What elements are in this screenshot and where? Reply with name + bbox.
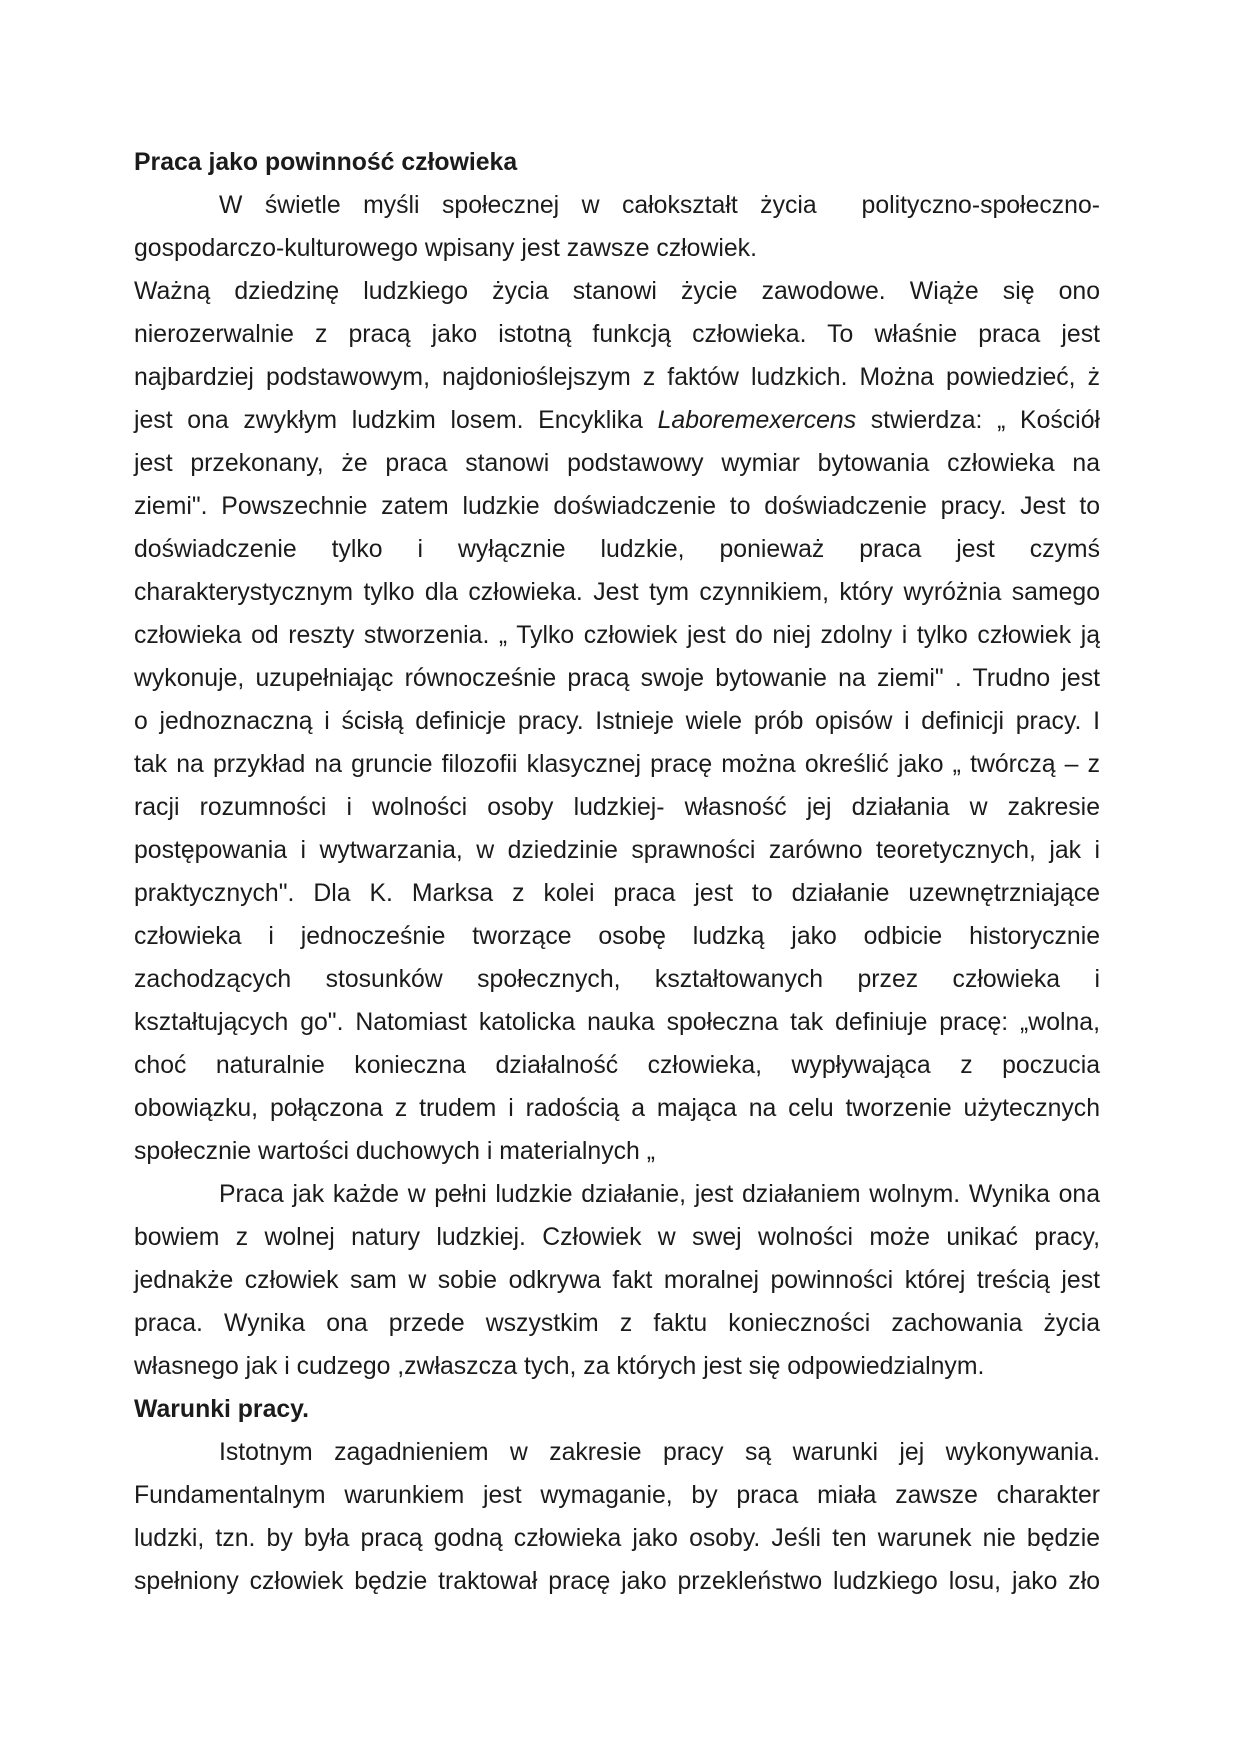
text-line [134,1474,1100,1517]
text-segment: społecznie wartości duchowych i materialnych „ [134,1138,655,1165]
text-line [134,1044,1100,1087]
text-segment: własnego jak i cudzego ,zwłaszcza tych, za których jest się odpowiedzialnym. [134,1353,985,1380]
section-heading [134,1388,1100,1431]
text-segment: doświadczenie tylko i wyłącznie ludzkie, ponieważ praca jest czymś [134,536,1100,563]
text-segment: człowieka i jednocześnie tworzące osobę ludzką jako odbicie historycznie [134,923,1100,950]
text-segment: Warunki pracy. [134,1396,310,1423]
text-segment: Praca jak każde w pełni ludzkie działanie, jest działaniem wolnym. Wynika ona [219,1181,1100,1208]
text-segment: najbardziej podstawowym, najdonioślejszym z faktów ludzkich. Można powiedzieć, ż [134,364,1100,391]
italic-text-segment: Laboremexercens [657,407,857,434]
text-segment: tak na przykład na gruncie filozofii klasycznej pracę można określić jako „ twórczą – z [134,751,1100,778]
text-segment: obowiązku, połączona z trudem i radością a mająca na celu tworzenie użytecznych [134,1095,1100,1122]
text-segment: racji rozumności i wolności osoby ludzkiej- własność jej działania w zakresie [134,794,1100,821]
text-segment: Ważną dziedzinę ludzkiego życia stanowi życie zawodowe. Wiąże się ono [134,278,1100,305]
text-line [134,270,1100,313]
text-line [134,227,1100,270]
text-segment: o jednoznaczną i ścisłą definicje pracy. Istnieje wiele prób opisów i definicji pracy. I [134,708,1100,735]
text-segment: Praca jako powinność człowieka [134,149,518,176]
text-line [134,1259,1100,1302]
text-segment: jest przekonany, że praca stanowi podstawowy wymiar bytowania człowieka na [134,450,1100,477]
text-line [134,1216,1100,1259]
text-line [134,1130,1100,1173]
text-segment: spełniony człowiek będzie traktował pracę jako przekleństwo ludzkiego losu, jako zło [134,1568,1100,1595]
text-segment: praca. Wynika ona przede wszystkim z faktu konieczności zachowania życia [134,1310,1100,1337]
text-line [134,743,1100,786]
text-line [134,958,1100,1001]
text-line [134,1001,1100,1044]
text-line [134,184,1100,227]
text-line [134,657,1100,700]
text-line [134,1431,1100,1474]
text-line [134,915,1100,958]
text-segment: stwierdza: „ Kościół [856,407,1100,434]
text-segment: W świetle myśli społecznej w całokształt życia polityczno-społeczno- [219,192,1100,219]
text-segment: postępowania i wytwarzania, w dziedzinie sprawności zarówno teoretycznych, jak i [134,837,1100,864]
document-body [134,141,1100,1603]
text-segment: jest ona zwykłym ludzkim losem. Encyklika [134,407,658,434]
text-line [134,1173,1100,1216]
text-segment: Istotnym zagadnieniem w zakresie pracy są warunki jej wykonywania. [219,1439,1100,1466]
text-segment: praktycznych". Dla K. Marksa z kolei praca jest to działanie uzewnętrzniające [134,880,1100,907]
text-segment: kształtujących go". Natomiast katolicka nauka społeczna tak definiuje pracę: „wolna, [134,1009,1100,1036]
text-line [134,786,1100,829]
text-line [134,872,1100,915]
text-line [134,442,1100,485]
text-segment: Fundamentalnym warunkiem jest wymaganie, by praca miała zawsze charakter [134,1482,1100,1509]
text-line [134,829,1100,872]
text-segment: bowiem z wolnej natury ludzkiej. Człowiek w swej wolności może unikać pracy, [134,1224,1100,1251]
text-line [134,571,1100,614]
text-line [134,1302,1100,1345]
text-segment: jednakże człowiek sam w sobie odkrywa fakt moralnej powinności której treścią jest [134,1267,1100,1294]
text-line [134,1087,1100,1130]
text-segment: ludzki, tzn. by była pracą godną człowieka jako osoby. Jeśli ten warunek nie będzie [134,1525,1100,1552]
text-segment: charakterystycznym tylko dla człowieka. Jest tym czynnikiem, który wyróżnia samego [134,579,1100,606]
text-segment: choć naturalnie konieczna działalność człowieka, wypływająca z poczucia [134,1052,1100,1079]
text-line [134,485,1100,528]
text-line [134,1560,1100,1603]
text-segment: nierozerwalnie z pracą jako istotną funkcją człowieka. To właśnie praca jest [134,321,1100,348]
text-line [134,614,1100,657]
text-line [134,700,1100,743]
text-line [134,1345,1100,1388]
text-line [134,356,1100,399]
text-line [134,399,1100,442]
text-segment: człowieka od reszty stworzenia. „ Tylko człowiek jest do niej zdolny i tylko człowiek ją [134,622,1100,649]
text-segment: gospodarczo-kulturowego wpisany jest zawsze człowiek. [134,235,757,262]
text-line [134,1517,1100,1560]
text-line [134,528,1100,571]
text-segment: wykonuje, uzupełniając równocześnie pracą swoje bytowanie na ziemi" . Trudno jest [134,665,1100,692]
document-title [134,141,1100,184]
text-segment: zachodzących stosunków społecznych, kształtowanych przez człowieka i [134,966,1100,993]
text-segment: ziemi". Powszechnie zatem ludzkie doświadczenie to doświadczenie pracy. Jest to [134,493,1100,520]
text-line [134,313,1100,356]
